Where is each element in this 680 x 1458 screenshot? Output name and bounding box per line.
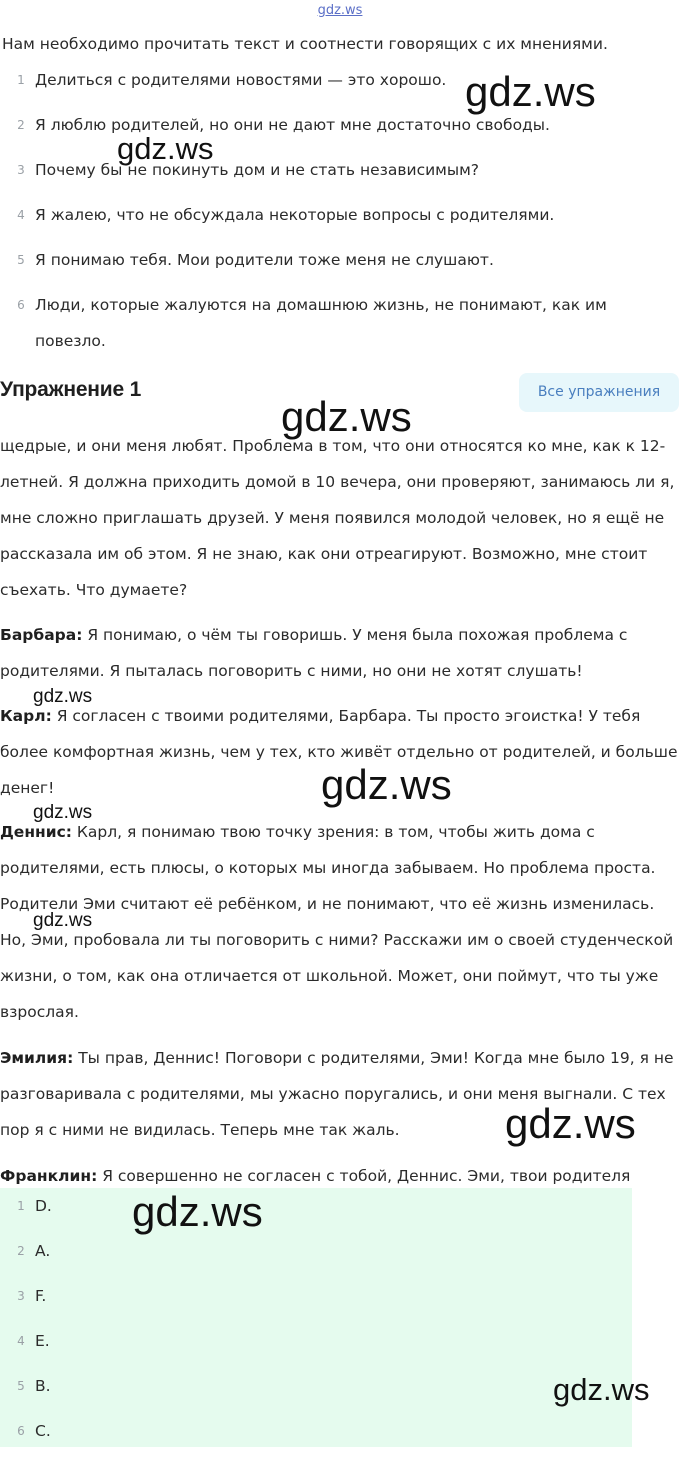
watermark: gdz.ws — [33, 686, 93, 707]
answer-number: 1 — [17, 1199, 25, 1213]
statement-item — [0, 242, 680, 287]
statement-number: 4 — [17, 208, 25, 222]
statement-item — [0, 287, 680, 367]
answer-text: B. — [35, 1377, 51, 1395]
statement-text: Делиться с родителями новостями — это хорошо. — [35, 71, 447, 89]
intro-text: Нам необходимо прочитать текст и соотнести говорящих с их мнениями. — [2, 35, 608, 53]
answers-panel — [0, 1188, 632, 1447]
answer-number: 5 — [17, 1379, 25, 1393]
watermark: gdz.ws — [132, 1188, 263, 1235]
statement-number: 6 — [17, 298, 25, 312]
watermark: gdz.ws — [33, 802, 93, 823]
speaker-text: Я совершенно не согласен с тобой, Деннис. Эми, твои родителя — [97, 1167, 631, 1185]
speaker-name: Барбара: — [0, 626, 83, 644]
watermark: gdz.ws — [321, 761, 452, 808]
statement-text: Люди, которые жалуются на домашнюю жизнь, не понимают, как им повезло. — [35, 296, 607, 350]
speaker-name: Карл: — [0, 707, 52, 725]
speaker-text: Ты прав, Деннис! Поговори с родителями, Эми! Когда мне было 19, я не разговаривала с родителями, мы ужасно поругались, и они меня выгнали. С тех пор я с ними не видилась. Теперь мне так жаль. — [0, 1049, 674, 1139]
answer-number: 4 — [17, 1334, 25, 1348]
dialogue-line-barbara — [0, 617, 678, 689]
statement-number: 3 — [17, 163, 25, 177]
speaker-name: Франклин: — [0, 1167, 98, 1185]
watermark: gdz.ws — [281, 393, 412, 440]
statement-number: 1 — [17, 73, 25, 87]
statement-text: Почему бы не покинуть дом и не стать независимым? — [35, 161, 480, 179]
speaker-text: Я согласен с твоими родителями, Барбара. Ты просто эгоистка! У тебя более комфортная жизнь, чем у тех, кто живёт отдельно от родителей, и больше денег! — [0, 707, 678, 797]
speaker-name: Деннис: — [0, 823, 72, 841]
statement-item — [0, 152, 680, 197]
passage-paragraph: щедрые, и они меня любят. Проблема в том, что они относятся ко мне, как к 12-летней. Я должна приходить домой в 10 вечера, они проверяют, занимаюсь ли я, мне сложно приглашать друзей. У меня появился молодой человек, но я ещё не рассказала им об этом. Я не знаю, как они отреагируют. Возможно, мне стоит съехать. Что думаете? — [0, 437, 675, 599]
statement-number: 2 — [17, 118, 25, 132]
answer-text: C. — [35, 1422, 51, 1440]
dialogue-line-dennis — [0, 814, 678, 1030]
speaker-text: Я понимаю, о чём ты говоришь. У меня была похожая проблема с родителями. Я пыталась поговорить с ними, но они не хотят слушать! — [0, 626, 628, 680]
watermark: gdz.ws — [505, 1100, 636, 1147]
speaker-name: Эмилия: — [0, 1049, 74, 1067]
statement-text: Я понимаю тебя. Мои родители тоже меня не слушают. — [35, 251, 494, 269]
statement-text: Я жалею, что не обсуждала некоторые вопросы с родителями. — [35, 206, 555, 224]
answer-number: 6 — [17, 1424, 25, 1438]
answer-number: 2 — [17, 1244, 25, 1258]
watermark: gdz.ws — [33, 910, 93, 931]
answer-text: E. — [35, 1332, 50, 1350]
all-exercises-button[interactable]: Все упражнения — [519, 373, 679, 412]
watermark: gdz.ws — [553, 1372, 650, 1407]
answer-text: F. — [35, 1287, 47, 1305]
statement-number: 5 — [17, 253, 25, 267]
top-watermark-link[interactable]: gdz.ws — [317, 3, 363, 18]
answer-item — [0, 1233, 680, 1278]
statement-text: Я люблю родителей, но они не дают мне достаточно свободы. — [35, 116, 550, 134]
answer-item — [0, 1323, 680, 1368]
speaker-text: Карл, я понимаю твою точку зрения: в том, чтобы жить дома с родителями, есть плюсы, о которых мы иногда забываем. Но проблема проста. Родители Эми считают её ребёнком, и не понимают, что её жизнь изменилась. Но, Эми, пробовала ли ты поговорить с ними? Расскажи им о своей студенческой жизни, о том, как она отличается от школьной. Может, они поймут, что ты уже взрослая. — [0, 823, 674, 1021]
answers-list — [0, 1188, 680, 1458]
statement-item — [0, 197, 680, 242]
watermark: gdz.ws — [465, 68, 596, 115]
answer-text: D. — [35, 1197, 52, 1215]
answer-item — [0, 1188, 680, 1233]
answer-number: 3 — [17, 1289, 25, 1303]
answer-item — [0, 1278, 680, 1323]
answer-text: A. — [35, 1242, 51, 1260]
answer-item — [0, 1413, 680, 1458]
watermark: gdz.ws — [117, 131, 214, 166]
exercise-title: Упражнение 1 — [0, 378, 142, 401]
